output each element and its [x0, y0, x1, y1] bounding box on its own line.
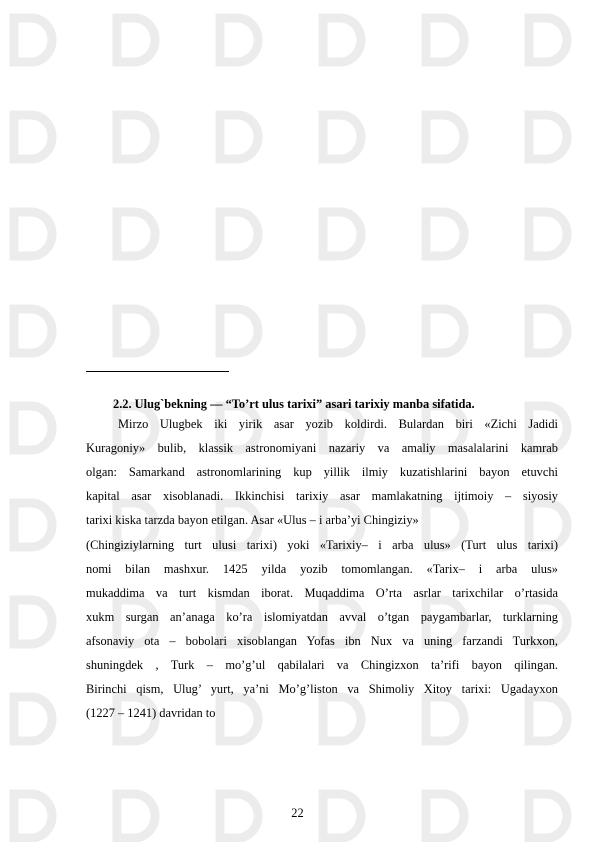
watermark-d-shape [117, 212, 155, 256]
watermark-d-shape [323, 212, 361, 256]
watermark-d-shape [14, 600, 52, 644]
watermark-d-shape [426, 18, 464, 62]
watermark-d-shape [117, 115, 155, 159]
text-line: afsonaviy ota – bobolari xisoblangan Yofas ibn Nux va uning farzandi Turkxon, [86, 634, 558, 648]
watermark-d-shape [529, 212, 567, 256]
watermark-d-shape [14, 18, 52, 62]
watermark-d-shape [426, 115, 464, 159]
text-line: Birinchi qism, Ulug’ yurt, ya’ni Mo’g’liston va Shimoliy Xitoy tarixi: Ugadayxon [86, 682, 558, 696]
text-line: xukm surgan an’anaga ko’ra islomiyatdan avval o’tgan paygambarlar, turklarning [86, 610, 558, 624]
watermark-d-shape [14, 503, 52, 547]
watermark-d-shape [529, 309, 567, 353]
watermark-d-shape [426, 309, 464, 353]
text-line: nomi bilan mashxur. 1425 yilda yozib tomomlangan. «Tarix– i arba ulus» [86, 562, 558, 576]
paragraph-2 [86, 533, 558, 725]
page-number: 22 [291, 806, 304, 820]
watermark-d-shape [426, 212, 464, 256]
watermark-d-shape [14, 406, 52, 450]
text-line: (1227 – 1241) davridan to [86, 706, 216, 720]
text-line: kapital asar xisoblanadi. Ikkinchisi tarixiy asar mamlakatning ijtimoiy – siyosiy [86, 489, 558, 503]
text-line: shuningdek , Turk – mo’g’ul qabilalari va Chingizxon ta’rifi bayon qilingan. [86, 658, 558, 672]
watermark-d-shape [323, 18, 361, 62]
text-line: olgan: Samarkand astronomlarining kup yillik ilmiy kuzatishlarini bayon etuvchi [86, 465, 558, 479]
paragraph-1 [86, 412, 558, 532]
text-line: mukaddima va turt kismdan iborat. Muqaddima O’rta asrlar tarixchilar o’rtasida [86, 586, 558, 600]
text-line: (Chingiziylarning turt ulusi tarixi) yoki «Tarixiy– i arba ulus» (Turt ulus tarixi) [86, 538, 558, 552]
watermark-d-shape [14, 115, 52, 159]
text-line: tarixi kiska tarzda bayon etilgan. Asar «Ulus – i arba’yi Chingiziy» [86, 513, 419, 527]
text-line: Kuragoniy» bulib, klassik astronomiyani nazariy va amaliy masalalarini kamrab [86, 441, 558, 455]
watermark-d-shape [117, 18, 155, 62]
footnote-separator [86, 371, 229, 372]
watermark-d-shape [117, 309, 155, 353]
watermark-d-shape [14, 697, 52, 741]
watermark-d-shape [14, 309, 52, 353]
watermark-d-shape [220, 18, 258, 62]
watermark-d-shape [14, 212, 52, 256]
text-line: Mirzo Ulugbek iki yirik asar yozib koldirdi. Bulardan biri «Zichi Jadidi [118, 417, 558, 431]
watermark-d-shape [323, 115, 361, 159]
watermark-d-shape [323, 309, 361, 353]
watermark-d-shape [220, 212, 258, 256]
watermark-d-shape [220, 115, 258, 159]
watermark-d-shape [529, 115, 567, 159]
section-heading: 2.2. Ulug`bekning — “To’rt ulus tarixi” asari tarixiy manba sifatida. [113, 397, 475, 411]
watermark-d-shape [529, 18, 567, 62]
watermark-d-shape [220, 309, 258, 353]
